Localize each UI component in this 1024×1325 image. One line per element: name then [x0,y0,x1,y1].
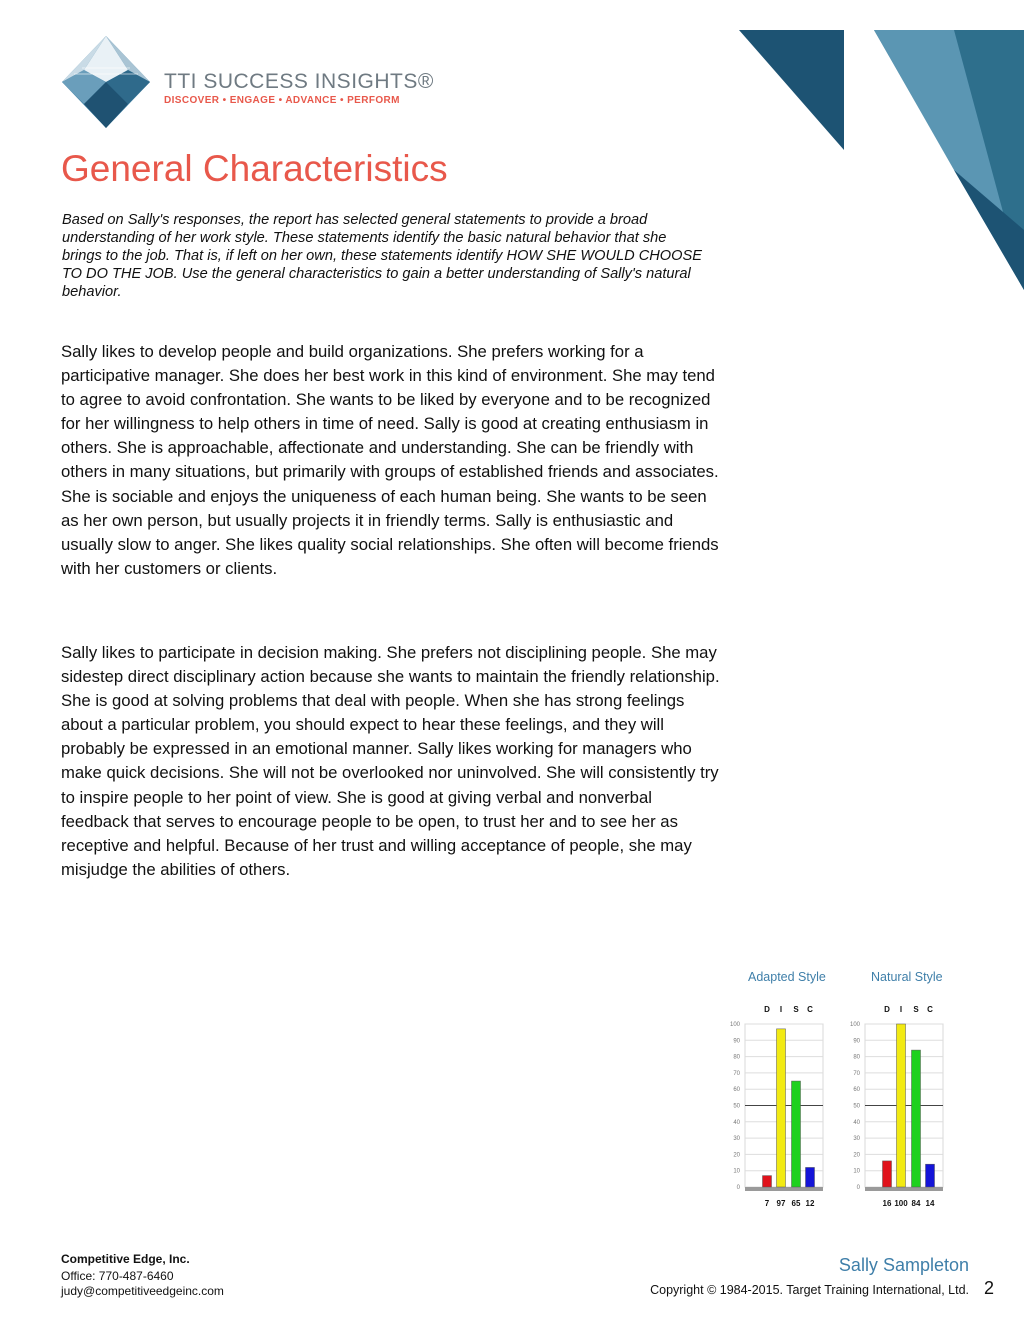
category-label-s: S [913,1005,919,1014]
diamond-logo-icon [58,34,158,130]
footer-copyright: Copyright © 1984-2015. Target Training International, Ltd. [650,1283,969,1297]
y-tick-label: 70 [853,1070,860,1077]
page-title: General Characteristics [61,148,448,189]
y-tick-label: 50 [853,1103,860,1110]
category-label-d: D [764,1005,770,1014]
natural-style-title: Natural Style [871,970,943,984]
natural-style-graph [845,1000,955,1215]
y-tick-label: 100 [849,1022,860,1028]
y-tick-label: 90 [733,1038,740,1045]
value-label-i: 100 [894,1199,908,1208]
bar-s [792,1081,801,1187]
footer-email[interactable]: judy@competitiveedgeinc.com [61,1284,224,1298]
category-label-d: D [884,1005,890,1014]
y-tick-label: 100 [729,1022,740,1028]
y-tick-label: 90 [853,1038,860,1045]
bar-d [763,1176,772,1187]
y-tick-label: 80 [733,1054,740,1061]
value-label-d: 7 [764,1199,770,1208]
category-label-s: S [793,1005,799,1014]
brand-tagline: DISCOVER • ENGAGE • ADVANCE • PERFORM [164,95,400,106]
baseline-bar [745,1187,823,1191]
bar-i [897,1024,906,1187]
baseline-bar [865,1187,943,1191]
bar-s [912,1050,921,1187]
category-label-i: I [779,1005,783,1014]
y-tick-label: 10 [853,1168,860,1175]
footer-person-name: Sally Sampleton [838,1255,969,1275]
page-number: 2 [983,1278,994,1298]
adapted-style-graph [725,1000,835,1215]
y-tick-label: 20 [853,1152,860,1159]
bar-d [883,1161,892,1187]
y-tick-label: 30 [733,1136,740,1143]
y-tick-label: 80 [853,1054,860,1061]
y-tick-label: 0 [736,1185,740,1191]
y-tick-label: 40 [733,1119,740,1126]
corner-decoration [739,0,1024,290]
value-label-c: 14 [925,1199,935,1208]
footer-office: Office: 770-487-6460 [61,1269,174,1283]
y-tick-label: 10 [733,1168,740,1175]
intro-text: Based on Sally's responses, the report has selected general statements to provide a broad understanding of her work style. These statements identify the basic natural behavior that she brings to the job. That is, if left on her own, these statements identify HOW SHE WOULD CHOOSE TO DO THE JOB. Use the general characteristics to gain a better understanding of Sally's natural behavior. [62,212,702,300]
value-label-d: 16 [882,1199,892,1208]
value-label-s: 84 [911,1199,921,1208]
y-tick-label: 70 [733,1070,740,1077]
value-label-s: 65 [791,1199,801,1208]
adapted-style-title: Adapted Style [748,970,826,984]
y-tick-label: 40 [853,1119,860,1126]
y-tick-label: 30 [853,1136,860,1143]
brand-name: TTI SUCCESS INSIGHTS® [164,70,434,93]
y-tick-label: 60 [853,1087,860,1094]
category-label-i: I [899,1005,903,1014]
category-label-c: C [927,1005,933,1014]
paragraph-1: Sally likes to develop people and build organizations. She prefers working for a participative manager. She does her best work in this kind of environment. She may tend to agree to avoid confrontation. She wants to be liked by everyone and to be recognized for her willingness to help others in time of need. Sally is good at creating enthusiasm in others. She is approachable, affectionate and understanding. She can be friendly with others in many situations, but primarily with groups of established friends and associates. She is sociable and enjoys the uniqueness of each human being. She wants to be seen as her own person, but usually projects it in friendly terms. Sally is enthusiastic and usually slow to anger. She likes quality social relationships. She often will become friends with her customers or clients. [61,342,719,578]
bar-c [806,1167,815,1187]
value-label-c: 12 [805,1199,815,1208]
bar-c [926,1164,935,1187]
paragraph-2: Sally likes to participate in decision making. She prefers not disciplining people. She may sidestep direct disciplinary action because she wants to maintain the friendly relationship. She is good at solving problems that deal with people. When she has strong feelings about a particular problem, you should expect to hear these feelings, and they will probably be expressed in an emotional manner. Sally likes working for managers who make quick decisions. She will not be overlooked nor uninvolved. She will consistently try to inspire people to her point of view. She is good at giving verbal and nonverbal feedback that serves to encourage people to be open, to trust her and to see her as receptive and helpful. Because of her trust and willing acceptance of people, she may misjudge the abilities of others. [61,643,720,879]
category-label-c: C [807,1005,813,1014]
y-tick-label: 0 [856,1185,860,1191]
y-tick-label: 60 [733,1087,740,1094]
value-label-i: 97 [776,1199,786,1208]
footer-company: Competitive Edge, Inc. [61,1252,190,1266]
y-tick-label: 50 [733,1103,740,1110]
bar-i [777,1029,786,1187]
y-tick-label: 20 [733,1152,740,1159]
brand-logo [58,34,438,130]
